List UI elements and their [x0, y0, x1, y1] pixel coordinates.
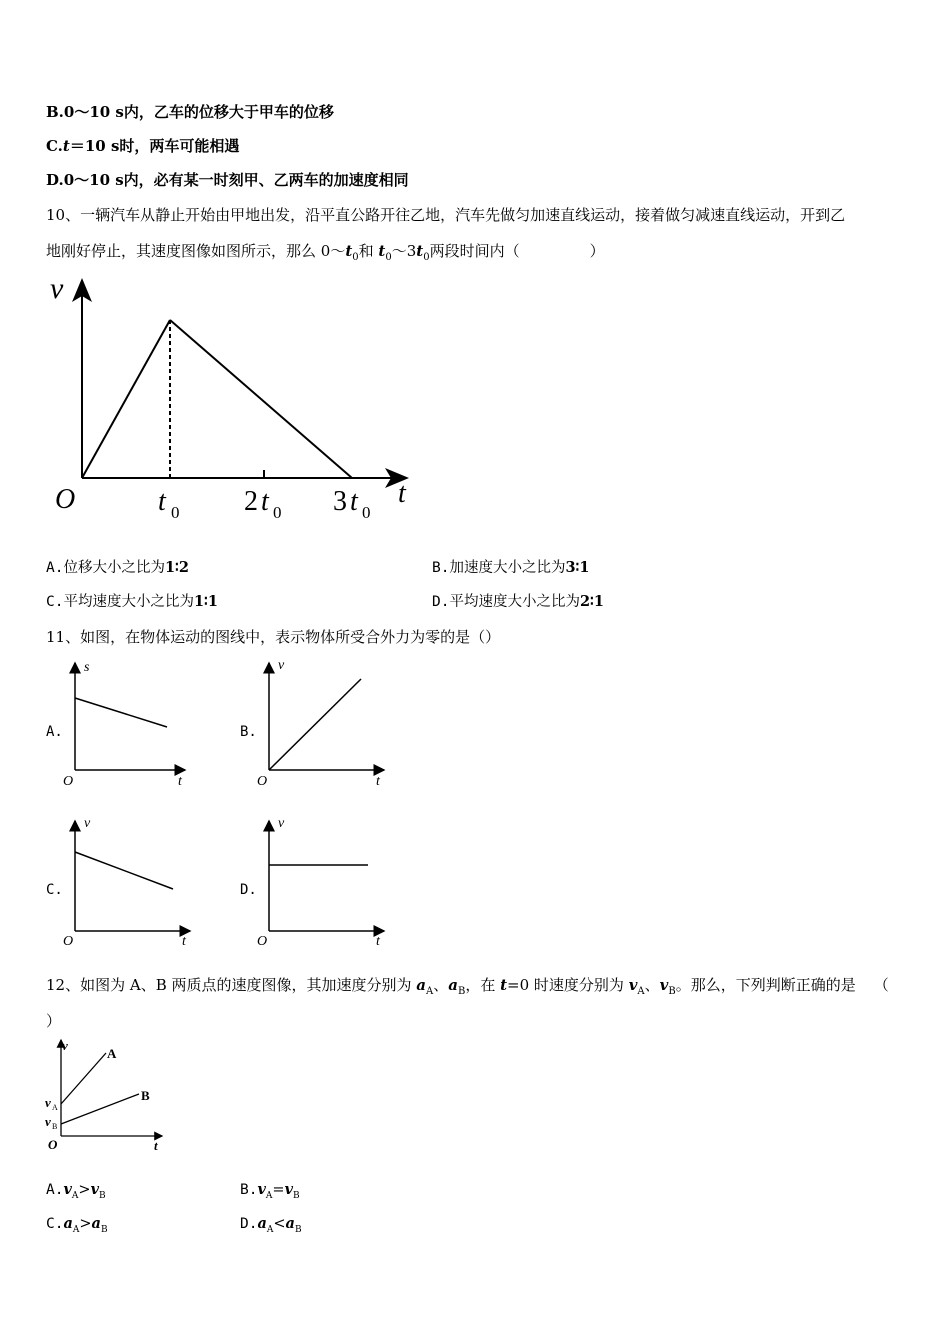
q11-graph-a-label[interactable]: A. — [46, 724, 63, 740]
q12-text-d: 。那么，下列判断正确的是 — [675, 976, 856, 994]
q12-option-a-rsub: B — [99, 1190, 106, 1201]
q12-vA-sub-label: A — [52, 1103, 58, 1112]
q9-option-c — [46, 136, 239, 156]
q9-option-b: B.0～10 s内，乙车的位移大于甲车的位移 — [46, 103, 334, 121]
q12-option-b[interactable] — [240, 1180, 300, 1206]
q12-option-d-label: D. — [240, 1216, 258, 1232]
q12-aA-sub: A — [425, 986, 434, 997]
q10-option-a-text: 位移大小之比为 — [63, 560, 165, 576]
q12-vB-label: v — [45, 1114, 51, 1129]
q12-sep1: 、 — [433, 976, 449, 994]
q12-aA: a — [416, 976, 426, 994]
q9-option-d: D.0～10 s内，必有某一时刻甲、乙两车的加速度相同 — [46, 171, 409, 189]
q10-decel-segment — [170, 320, 352, 478]
q10-option-b-text: 加速度大小之比为 — [449, 560, 566, 576]
q12-option-b-lhs: v — [257, 1181, 266, 1198]
q11-graph-c — [60, 813, 200, 948]
q12-option-c[interactable] — [46, 1214, 108, 1240]
q10-tick-coef-2: 2 — [244, 486, 258, 517]
q10-stem-line1: 10、一辆汽车从静止开始由甲地出发，沿平直公路开往乙地，汽车先做匀加速直线运动，接着做匀减速直线运动，开到乙 — [46, 206, 846, 224]
q12-option-d-rsub: B — [294, 1224, 302, 1235]
q12-stem-line1 — [46, 975, 889, 1002]
q12-option-a-op: > — [78, 1182, 91, 1198]
q10-origin-label: O — [55, 484, 76, 515]
q11d-x-label: t — [376, 934, 380, 948]
q10-velocity-graph — [40, 270, 420, 535]
q12-vB: v — [659, 976, 669, 994]
q12-option-b-label: B. — [240, 1182, 258, 1198]
q10-sub-b: 0 — [385, 252, 392, 263]
q12-velocity-graph — [40, 1036, 180, 1156]
q12-option-a[interactable] — [46, 1180, 106, 1206]
q10-stem-line2 — [46, 241, 605, 268]
q12-option-d-rhs: a — [285, 1215, 295, 1232]
q11c-y-label: v — [84, 816, 91, 831]
q12-option-a-lsub: A — [71, 1190, 79, 1201]
q10-tick-sub-3t0: 0 — [362, 503, 371, 522]
q9-option-c-text: ＝10 s时，两车可能相遇 — [69, 137, 240, 155]
q12-option-c-lsub: A — [72, 1224, 80, 1235]
q12-vA-label: v — [45, 1095, 51, 1110]
q11b-y-label: v — [278, 658, 285, 673]
q10-option-d[interactable] — [432, 592, 604, 612]
q12-vA: v — [628, 976, 638, 994]
q10-tick-coef-3: 3 — [333, 486, 347, 517]
q12-origin-label: O — [48, 1137, 58, 1152]
q10-option-d-text: 平均速度大小之比为 — [449, 594, 580, 610]
q10-option-c[interactable] — [46, 592, 218, 612]
q10-text-c: ～3 — [391, 242, 417, 260]
q10-v-label: v — [50, 272, 64, 305]
q12-line-b — [61, 1094, 139, 1124]
q12-option-a-rhs: v — [90, 1181, 99, 1198]
q12-A-label: A — [107, 1046, 117, 1061]
q11-graph-c-label[interactable]: C. — [46, 882, 63, 898]
q10-text-b: 和 — [358, 242, 379, 260]
q12-option-d-lsub: A — [266, 1224, 274, 1235]
q10-option-b[interactable] — [432, 558, 589, 578]
q12-t: t — [500, 976, 508, 994]
q12-B-label: B — [141, 1088, 150, 1103]
q12-option-c-label: C. — [46, 1216, 64, 1232]
q10-option-d-ratio: 2∶1 — [579, 593, 604, 610]
q11-graph-a — [60, 655, 200, 790]
q10-t-label: t — [398, 478, 406, 509]
q11a-series-line — [75, 698, 167, 727]
q12-option-b-op: = — [272, 1182, 285, 1198]
q10-t0-a: t — [345, 242, 353, 260]
q10-tick-sub-2t0: 0 — [273, 503, 282, 522]
q12-option-b-lsub: A — [265, 1190, 273, 1201]
q12-t-label: t — [154, 1138, 158, 1153]
q12-option-b-rsub: B — [293, 1190, 300, 1201]
q11-graph-d — [254, 813, 394, 948]
q12-sep2: 、 — [644, 976, 660, 994]
q10-tick-sub-t0: 0 — [171, 503, 180, 522]
q11b-series-line — [269, 679, 361, 770]
q12-aB: a — [448, 976, 458, 994]
q12-aB-sub: B — [457, 986, 466, 997]
q12-option-a-lhs: v — [63, 1181, 72, 1198]
q12-option-b-rhs: v — [284, 1181, 293, 1198]
q10-tick-label-2t0: t — [261, 486, 269, 517]
q11a-origin: O — [63, 774, 74, 789]
q12-text-c: =0 时速度分别为 — [507, 976, 629, 994]
q11-graph-d-label[interactable]: D. — [240, 882, 257, 898]
q12-v-label: v — [62, 1038, 68, 1053]
q11d-origin: O — [257, 934, 268, 948]
q11-graph-b — [254, 655, 394, 790]
q10-sub-a: 0 — [352, 252, 359, 263]
q12-option-c-op: > — [79, 1216, 92, 1232]
q11a-x-label: t — [178, 774, 182, 789]
q10-text-a: 地刚好停止，其速度图像如图所示，那么 0～ — [46, 242, 346, 260]
q10-tick-label-3t0: t — [350, 486, 358, 517]
q11-stem: 11、如图，在物体运动的图线中，表示物体所受合外力为零的是（） — [46, 628, 501, 646]
q12-paren-open: （ — [873, 976, 889, 994]
q12-vB-sub: B — [668, 986, 676, 997]
q11b-x-label: t — [376, 774, 380, 789]
q11a-y-label: s — [84, 660, 90, 675]
q10-option-c-ratio: 1∶1 — [193, 593, 218, 610]
q12-option-d-op: < — [273, 1216, 286, 1232]
q12-option-c-lhs: a — [63, 1215, 73, 1232]
q11c-series-line — [75, 852, 173, 889]
q10-option-b-label: B. — [432, 560, 450, 576]
q12-vB-sub-label: B — [52, 1122, 58, 1131]
q10-text-d: 两段时间内（ — [429, 242, 520, 260]
q10-accel-segment — [82, 320, 170, 478]
q12-vA-sub: A — [637, 986, 645, 997]
q11-graph-b-label[interactable]: B. — [240, 724, 257, 740]
q10-option-c-label: C. — [46, 594, 64, 610]
q10-option-a[interactable] — [46, 558, 189, 578]
q12-text-b: ，在 — [465, 976, 501, 994]
q11c-x-label: t — [182, 934, 186, 948]
q10-t0-c: t — [416, 242, 424, 260]
q12-option-c-rsub: B — [100, 1224, 108, 1235]
q10-option-c-text: 平均速度大小之比为 — [63, 594, 194, 610]
q10-sub-c: 0 — [423, 252, 430, 263]
q11c-origin: O — [63, 934, 74, 948]
q12-option-d-lhs: a — [257, 1215, 267, 1232]
q12-text-a: 12、如图为 A、B 两质点的速度图像，其加速度分别为 — [46, 976, 417, 994]
q10-tick-label-t0: t — [158, 486, 166, 517]
q10-option-a-label: A. — [46, 560, 64, 576]
q12-option-c-rhs: a — [91, 1215, 101, 1232]
q10-t0-b: t — [378, 242, 386, 260]
q12-line-a — [61, 1053, 106, 1104]
q9-option-c-var: t — [62, 137, 70, 155]
q11d-y-label: v — [278, 816, 285, 831]
q11b-origin: O — [257, 774, 268, 789]
q10-option-a-ratio: 1∶2 — [164, 559, 189, 576]
q9-option-c-prefix: C. — [46, 137, 63, 155]
q12-stem-line2: ） — [46, 1012, 62, 1030]
q10-text-e: ） — [589, 242, 605, 260]
q10-option-b-ratio: 3∶1 — [565, 559, 590, 576]
q10-option-d-label: D. — [432, 594, 450, 610]
q12-option-a-label: A. — [46, 1182, 64, 1198]
q12-option-d[interactable] — [240, 1214, 302, 1240]
